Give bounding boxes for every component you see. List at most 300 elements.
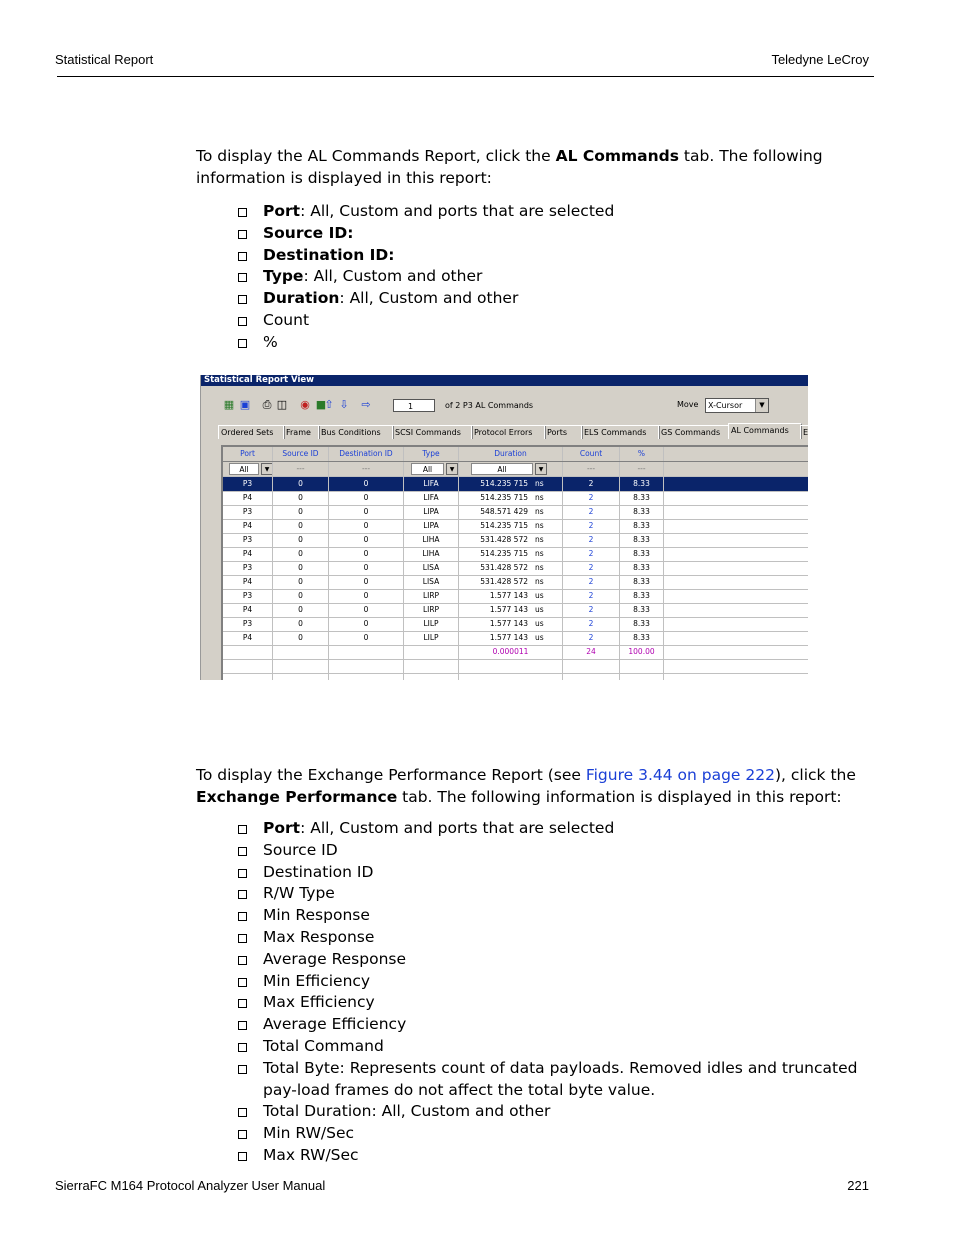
header-left: Statistical Report bbox=[55, 52, 154, 67]
table-cell-empty bbox=[563, 673, 620, 680]
list-item bbox=[236, 1014, 873, 1036]
filter-cell: --- bbox=[273, 462, 329, 476]
list-item bbox=[236, 1036, 873, 1058]
tab-e[interactable]: E bbox=[800, 425, 808, 439]
duration-cell bbox=[459, 491, 563, 505]
intro-line2: information is displayed in this report: bbox=[196, 169, 492, 187]
total-duration: 0.000011 bbox=[459, 645, 563, 659]
table-cell-empty bbox=[664, 603, 808, 617]
percent-cell: 8.33 bbox=[620, 617, 664, 631]
checkbox-bullet-icon bbox=[238, 1108, 247, 1117]
table-cell: 0 bbox=[273, 547, 329, 561]
table-header-row bbox=[223, 447, 808, 462]
duration-cell bbox=[459, 631, 563, 645]
list-item bbox=[236, 288, 873, 310]
table-cell: 0 bbox=[329, 533, 404, 547]
list-item-text: Max Efficiency bbox=[263, 993, 375, 1012]
table-cell: 0 bbox=[329, 589, 404, 603]
list-item-text: % bbox=[263, 332, 278, 351]
table-cell: 0 bbox=[329, 631, 404, 645]
table-cell: P4 bbox=[223, 631, 273, 645]
figure-link[interactable]: Figure 3.44 on page 222 bbox=[585, 766, 775, 784]
column-header: Source ID bbox=[273, 447, 329, 461]
filter-cell: --- bbox=[329, 462, 404, 476]
table-cell-empty bbox=[664, 561, 808, 575]
percent-cell: 8.33 bbox=[620, 589, 664, 603]
color-icon[interactable]: ◉ bbox=[300, 398, 310, 411]
table-cell: P4 bbox=[223, 575, 273, 589]
table-cell-empty bbox=[329, 673, 404, 680]
list-item-text: Destination ID bbox=[263, 862, 374, 881]
list-item-term: Destination ID: bbox=[263, 245, 395, 264]
table-cell: P4 bbox=[223, 491, 273, 505]
window-title: Statistical Report View bbox=[201, 375, 808, 386]
column-header-empty bbox=[664, 447, 808, 461]
report-grid bbox=[221, 445, 808, 680]
tab-els-commands[interactable]: ELS Commands bbox=[581, 425, 660, 439]
count-cell: 2 bbox=[563, 561, 620, 575]
list-item bbox=[236, 1058, 873, 1102]
table-cell: 0 bbox=[273, 505, 329, 519]
duration-value: 531.428 572 bbox=[480, 563, 528, 572]
duration-unit: us bbox=[535, 633, 544, 642]
duration-unit: us bbox=[535, 591, 544, 600]
list-item bbox=[236, 883, 873, 905]
exch-intro-text-end: ), click the bbox=[774, 766, 856, 784]
duration-cell bbox=[459, 575, 563, 589]
table-cell bbox=[223, 645, 273, 659]
count-cell: 2 bbox=[563, 533, 620, 547]
export-icon[interactable]: ▦ bbox=[223, 398, 235, 411]
count-cell: 2 bbox=[563, 505, 620, 519]
tab-bus-conditions[interactable]: Bus Conditions bbox=[318, 425, 394, 439]
exch-intro-text: To display the Exchange Performance Report (see bbox=[196, 766, 586, 784]
checkbox-bullet-icon bbox=[238, 1130, 247, 1139]
tab-protocol-errors[interactable]: Protocol Errors bbox=[471, 425, 546, 439]
table-row[interactable] bbox=[223, 491, 808, 506]
page-info: of 2 P3 AL Commands bbox=[445, 401, 534, 410]
table-cell-empty bbox=[664, 505, 808, 519]
table-cell: LIRP bbox=[404, 603, 459, 617]
list-item bbox=[236, 332, 873, 354]
filter-cell: --- bbox=[563, 462, 620, 476]
table-cell: 0 bbox=[273, 631, 329, 645]
duration-cell bbox=[459, 533, 563, 547]
percent-cell: 8.33 bbox=[620, 603, 664, 617]
duration-unit: us bbox=[535, 605, 544, 614]
up-arrow-icon[interactable]: ⇧ bbox=[324, 398, 334, 411]
table-cell: P3 bbox=[223, 617, 273, 631]
chart-icon[interactable]: ■ bbox=[315, 398, 327, 411]
table-row[interactable] bbox=[223, 617, 808, 632]
table-cell-empty bbox=[459, 659, 563, 673]
list-item-text: Total Duration: All, Custom and other bbox=[263, 1102, 551, 1121]
table-cell-empty bbox=[664, 477, 808, 491]
print-preview-icon[interactable]: ◫ bbox=[276, 398, 288, 411]
filter-select[interactable]: All bbox=[229, 463, 259, 475]
duration-unit: ns bbox=[535, 521, 544, 530]
print-icon[interactable]: ⎙ bbox=[262, 398, 272, 411]
table-cell: 0 bbox=[329, 547, 404, 561]
table-cell: 0 bbox=[273, 533, 329, 547]
table-cell: P4 bbox=[223, 519, 273, 533]
tab-scsi-commands[interactable]: SCSI Commands bbox=[392, 425, 473, 439]
footer-right: 221 bbox=[847, 1178, 869, 1193]
table-cell-empty bbox=[664, 575, 808, 589]
duration-unit: ns bbox=[535, 535, 544, 544]
list-item-text: : All, Custom and other bbox=[303, 267, 483, 286]
list-item bbox=[236, 840, 873, 862]
table-cell: P4 bbox=[223, 603, 273, 617]
move-select[interactable] bbox=[705, 398, 769, 413]
table-cell-empty bbox=[329, 659, 404, 673]
exch-intro-line2: tab. The following information is displayed in this report: bbox=[397, 788, 842, 806]
count-cell: 2 bbox=[563, 631, 620, 645]
duration-unit: ns bbox=[535, 549, 544, 558]
table-cell-empty bbox=[223, 659, 273, 673]
list-item bbox=[236, 927, 873, 949]
checkbox-bullet-icon bbox=[238, 295, 247, 304]
list-item-text: : All, Custom and ports that are selected bbox=[300, 819, 615, 837]
filter-cell: --- bbox=[620, 462, 664, 476]
filter-cell bbox=[404, 462, 459, 476]
percent-cell: 8.33 bbox=[620, 575, 664, 589]
duration-cell bbox=[459, 519, 563, 533]
tab-frame[interactable]: Frame bbox=[283, 425, 320, 439]
intro-bold: AL Commands bbox=[555, 147, 679, 165]
checkbox-bullet-icon bbox=[238, 1065, 247, 1074]
table-cell-empty bbox=[223, 673, 273, 680]
table-cell-empty bbox=[459, 673, 563, 680]
al-commands-list bbox=[236, 201, 873, 354]
column-header: Destination ID bbox=[329, 447, 404, 461]
count-cell: 2 bbox=[563, 617, 620, 631]
filter-cell bbox=[459, 462, 563, 476]
list-item bbox=[236, 905, 873, 927]
chevron-down-icon[interactable]: ▼ bbox=[755, 399, 768, 412]
duration-unit: ns bbox=[535, 507, 544, 516]
list-item-text: Total Byte: Represents count of data payloads. Removed idles and truncated pay-load frames do not affect the total byte value. bbox=[263, 1058, 858, 1099]
column-header: Port bbox=[223, 447, 273, 461]
duration-value: 1.577 143 bbox=[489, 633, 528, 642]
duration-value: 1.577 143 bbox=[489, 591, 528, 600]
table-cell: 0 bbox=[273, 575, 329, 589]
list-item bbox=[236, 1101, 873, 1123]
move-select-value: X-Cursor bbox=[708, 401, 743, 410]
table-cell: 0 bbox=[329, 491, 404, 505]
chevron-down-icon[interactable]: ▼ bbox=[261, 463, 273, 475]
table-cell: LIFA bbox=[404, 477, 459, 491]
duration-value: 514.235 715 bbox=[480, 549, 528, 558]
count-cell: 2 bbox=[563, 589, 620, 603]
duration-unit: ns bbox=[535, 577, 544, 586]
table-cell-empty bbox=[664, 589, 808, 603]
count-cell: 2 bbox=[563, 519, 620, 533]
al-commands-intro bbox=[196, 145, 823, 189]
filter-cell-empty bbox=[664, 462, 808, 476]
table-cell-empty bbox=[620, 659, 664, 673]
toolbar bbox=[219, 397, 808, 415]
table-cell-empty bbox=[664, 533, 808, 547]
table-cell: LIPA bbox=[404, 505, 459, 519]
list-item-text: Max Response bbox=[263, 927, 375, 946]
list-item-text: Average Efficiency bbox=[263, 1015, 407, 1034]
table-cell: 0 bbox=[273, 491, 329, 505]
checkbox-bullet-icon bbox=[238, 890, 247, 899]
table-cell-empty bbox=[664, 631, 808, 645]
duration-value: 531.428 572 bbox=[480, 577, 528, 586]
percent-cell: 8.33 bbox=[620, 631, 664, 645]
percent-cell: 8.33 bbox=[620, 547, 664, 561]
table-row[interactable] bbox=[223, 505, 808, 520]
list-item-text: R/W Type bbox=[263, 884, 335, 903]
list-item-text: Min RW/Sec bbox=[263, 1124, 355, 1143]
table-cell: P3 bbox=[223, 589, 273, 603]
total-count: 24 bbox=[563, 645, 620, 659]
empty-row bbox=[223, 659, 808, 674]
table-cell-empty bbox=[273, 673, 329, 680]
table-cell: 0 bbox=[329, 505, 404, 519]
list-item bbox=[236, 310, 873, 332]
table-cell-empty bbox=[273, 659, 329, 673]
duration-cell bbox=[459, 505, 563, 519]
table-cell: LIHA bbox=[404, 533, 459, 547]
list-item-text: Source ID bbox=[263, 840, 338, 859]
checkbox-bullet-icon bbox=[238, 956, 247, 965]
table-cell: 0 bbox=[273, 617, 329, 631]
duration-value: 514.235 715 bbox=[480, 521, 528, 530]
table-cell: 0 bbox=[273, 519, 329, 533]
checkbox-bullet-icon bbox=[238, 252, 247, 261]
table-cell-empty bbox=[404, 659, 459, 673]
list-item-text: Max RW/Sec bbox=[263, 1145, 359, 1164]
duration-unit: ns bbox=[535, 563, 544, 572]
checkbox-bullet-icon bbox=[238, 869, 247, 878]
totals-row bbox=[223, 645, 808, 660]
count-cell: 2 bbox=[563, 575, 620, 589]
table-cell-empty bbox=[404, 673, 459, 680]
table-cell-empty bbox=[664, 659, 808, 673]
list-item bbox=[236, 992, 873, 1014]
list-item-text: Total Command bbox=[263, 1036, 384, 1055]
checkbox-bullet-icon bbox=[238, 847, 247, 856]
tab-ports[interactable]: Ports bbox=[544, 425, 583, 439]
list-item bbox=[236, 266, 873, 288]
count-cell: 2 bbox=[563, 603, 620, 617]
table-cell-empty bbox=[563, 659, 620, 673]
table-cell: 0 bbox=[273, 589, 329, 603]
header-rule bbox=[57, 76, 874, 77]
table-row[interactable] bbox=[223, 533, 808, 548]
checkbox-bullet-icon bbox=[238, 1021, 247, 1030]
table-cell-empty bbox=[620, 673, 664, 680]
duration-value: 548.571 429 bbox=[480, 507, 528, 516]
table-row[interactable] bbox=[223, 519, 808, 534]
table-filter-row bbox=[223, 462, 808, 477]
goto-arrow-icon[interactable]: ⇨ bbox=[361, 398, 371, 411]
table-cell: LILP bbox=[404, 617, 459, 631]
table-row[interactable] bbox=[223, 575, 808, 590]
checkbox-bullet-icon bbox=[238, 912, 247, 921]
exchange-performance-list bbox=[236, 818, 873, 1167]
table-row[interactable] bbox=[223, 589, 808, 604]
duration-cell bbox=[459, 603, 563, 617]
list-item-term: Port bbox=[263, 819, 301, 837]
statistical-report-window bbox=[200, 375, 808, 680]
checkbox-bullet-icon bbox=[238, 317, 247, 326]
table-cell: P3 bbox=[223, 505, 273, 519]
table-cell: LIPA bbox=[404, 519, 459, 533]
duration-value: 1.577 143 bbox=[489, 619, 528, 628]
column-header: % bbox=[620, 447, 664, 461]
table-cell-empty bbox=[664, 491, 808, 505]
table-row[interactable] bbox=[223, 631, 808, 646]
exch-intro-bold: Exchange Performance bbox=[196, 788, 398, 806]
footer-left: SierraFC M164 Protocol Analyzer User Manual bbox=[55, 1178, 326, 1193]
list-item bbox=[236, 818, 873, 840]
table-cell: 0 bbox=[329, 617, 404, 631]
table-cell: 0 bbox=[273, 477, 329, 491]
tab-ordered-sets[interactable]: Ordered Sets bbox=[218, 425, 285, 439]
save-icon[interactable]: ▣ bbox=[239, 398, 251, 411]
table-cell: 0 bbox=[273, 603, 329, 617]
header-right: Teledyne LeCroy bbox=[771, 52, 869, 67]
table-cell bbox=[404, 645, 459, 659]
table-cell: LIHA bbox=[404, 547, 459, 561]
page-number-input[interactable]: 1 bbox=[393, 399, 435, 412]
tab-gs-commands[interactable]: GS Commands bbox=[658, 425, 730, 439]
down-arrow-icon[interactable]: ⇩ bbox=[339, 398, 349, 411]
table-cell: P4 bbox=[223, 547, 273, 561]
count-cell: 2 bbox=[563, 547, 620, 561]
list-item bbox=[236, 949, 873, 971]
column-header: Duration bbox=[459, 447, 563, 461]
list-item bbox=[236, 201, 873, 223]
duration-cell bbox=[459, 547, 563, 561]
duration-unit: ns bbox=[535, 493, 544, 502]
list-item-text: Average Response bbox=[263, 949, 407, 968]
table-cell-empty bbox=[664, 519, 808, 533]
percent-cell: 8.33 bbox=[620, 491, 664, 505]
table-cell: P3 bbox=[223, 533, 273, 547]
chevron-down-icon[interactable]: ▼ bbox=[446, 463, 458, 475]
list-item-text: Min Efficiency bbox=[263, 971, 371, 990]
table-row[interactable] bbox=[223, 547, 808, 562]
table-cell bbox=[329, 645, 404, 659]
table-cell: LIRP bbox=[404, 589, 459, 603]
table-cell bbox=[273, 645, 329, 659]
list-item-term: Source ID: bbox=[263, 223, 354, 242]
empty-row bbox=[223, 673, 808, 680]
report-tabs bbox=[218, 423, 808, 439]
percent-cell: 8.33 bbox=[620, 533, 664, 547]
duration-unit: us bbox=[535, 619, 544, 628]
list-item bbox=[236, 1123, 873, 1145]
move-label: Move bbox=[677, 400, 699, 409]
list-item-term: Port bbox=[263, 202, 301, 220]
checkbox-bullet-icon bbox=[238, 208, 247, 217]
duration-unit: ns bbox=[535, 479, 544, 488]
duration-cell bbox=[459, 589, 563, 603]
list-item-text: : All, Custom and other bbox=[339, 289, 519, 308]
filter-select[interactable]: All bbox=[411, 463, 444, 475]
list-item bbox=[236, 971, 873, 993]
checkbox-bullet-icon bbox=[238, 999, 247, 1008]
table-cell: 0 bbox=[329, 575, 404, 589]
percent-cell: 8.33 bbox=[620, 561, 664, 575]
tab-al-commands[interactable]: AL Commands bbox=[728, 423, 802, 439]
list-item bbox=[236, 1145, 873, 1167]
count-cell: 2 bbox=[563, 477, 620, 491]
list-item-text: Count bbox=[263, 310, 310, 329]
table-cell-empty bbox=[664, 617, 808, 631]
checkbox-bullet-icon bbox=[238, 825, 247, 834]
table-row[interactable] bbox=[223, 603, 808, 618]
checkbox-bullet-icon bbox=[238, 978, 247, 987]
checkbox-bullet-icon bbox=[238, 934, 247, 943]
table-cell: LISA bbox=[404, 561, 459, 575]
duration-cell bbox=[459, 561, 563, 575]
table-cell: P3 bbox=[223, 477, 273, 491]
duration-value: 1.577 143 bbox=[489, 605, 528, 614]
duration-cell bbox=[459, 617, 563, 631]
column-header: Count bbox=[563, 447, 620, 461]
duration-value: 531.428 572 bbox=[480, 535, 528, 544]
table-cell: LIFA bbox=[404, 491, 459, 505]
table-cell: 0 bbox=[273, 561, 329, 575]
percent-cell: 8.33 bbox=[620, 477, 664, 491]
table-cell-empty bbox=[664, 673, 808, 680]
checkbox-bullet-icon bbox=[238, 273, 247, 282]
duration-value: 514.235 715 bbox=[480, 479, 528, 488]
filter-select[interactable]: All bbox=[471, 463, 533, 475]
table-row[interactable] bbox=[223, 561, 808, 576]
table-cell: LISA bbox=[404, 575, 459, 589]
list-item-text: Min Response bbox=[263, 906, 370, 925]
checkbox-bullet-icon bbox=[238, 1043, 247, 1052]
percent-cell: 8.33 bbox=[620, 505, 664, 519]
list-item-term: Duration bbox=[263, 289, 340, 308]
chevron-down-icon[interactable]: ▼ bbox=[535, 463, 547, 475]
intro-text: To display the AL Commands Report, click the bbox=[196, 147, 556, 165]
checkbox-bullet-icon bbox=[238, 1152, 247, 1161]
duration-cell bbox=[459, 477, 563, 491]
table-cell: 0 bbox=[329, 603, 404, 617]
table-cell: LILP bbox=[404, 631, 459, 645]
list-item bbox=[236, 245, 873, 267]
table-cell-empty bbox=[664, 547, 808, 561]
checkbox-bullet-icon bbox=[238, 339, 247, 348]
list-item-text: : All, Custom and ports that are selected bbox=[300, 202, 615, 220]
count-cell: 2 bbox=[563, 491, 620, 505]
table-cell-empty bbox=[664, 645, 808, 659]
table-cell: 0 bbox=[329, 561, 404, 575]
table-cell: P3 bbox=[223, 561, 273, 575]
list-item-term: Type bbox=[263, 267, 304, 286]
list-item bbox=[236, 223, 873, 245]
column-header: Type bbox=[404, 447, 459, 461]
list-item bbox=[236, 862, 873, 884]
duration-value: 514.235 715 bbox=[480, 493, 528, 502]
intro-text-end: tab. The following bbox=[679, 147, 823, 165]
percent-cell: 8.33 bbox=[620, 519, 664, 533]
table-row[interactable] bbox=[223, 477, 808, 492]
table-cell: 0 bbox=[329, 477, 404, 491]
table-cell: 0 bbox=[329, 519, 404, 533]
exchange-performance-intro bbox=[196, 764, 856, 808]
checkbox-bullet-icon bbox=[238, 230, 247, 239]
total-percent: 100.00 bbox=[620, 645, 664, 659]
